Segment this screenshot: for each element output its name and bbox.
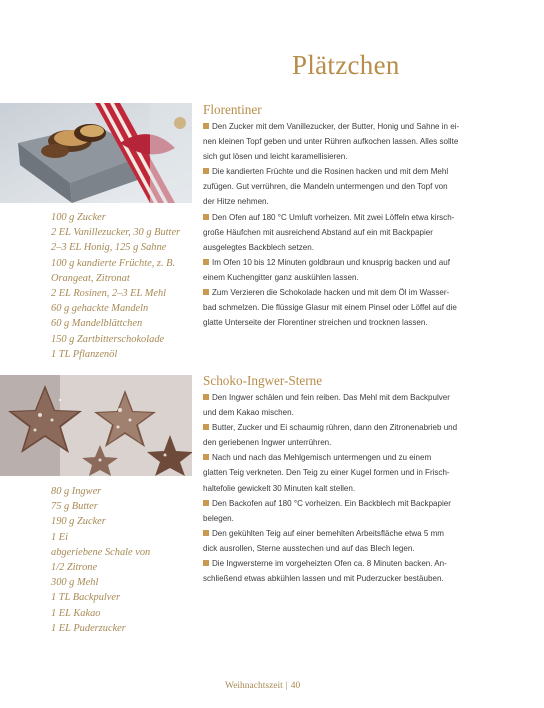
step: [203, 119, 503, 164]
ingredient: 60 g gehackte Mandeln: [51, 303, 149, 315]
step-line: Den Backofen auf 180 °C vorheizen. Ein Backblech mit Backpapier: [212, 498, 451, 508]
ingredient: Orangeat, Zitronat: [51, 272, 130, 284]
ingredient-list-schoko-ingwer-sterne: [51, 484, 150, 636]
step: [203, 526, 503, 556]
step: [203, 255, 503, 285]
ingredient: 1 Ei: [51, 531, 69, 543]
step: [203, 210, 503, 255]
ingredient: 2 EL Vanillezucker, 30 g Butter: [51, 227, 181, 239]
step-line: glatten Teig verkneten. Den Teig zu einer Kugel formen und in Frisch-: [203, 468, 450, 478]
step-line: Den Ofen auf 180 °C Umluft vorheizen. Mit zwei Löffeln etwa kirsch-: [212, 212, 455, 222]
florentiner-photo: [0, 103, 192, 203]
step-line: große Häufchen mit ausreichend Abstand auf ein mit Backpapier: [203, 227, 433, 237]
ingredient: 100 g kandierte Früchte, z. B.: [51, 257, 176, 269]
step-line: bad schmelzen. Die flüssige Glasur mit einem Pinsel oder Löffel auf die: [203, 303, 457, 313]
ingredient: 2–3 EL Honig, 125 g Sahne: [51, 242, 167, 254]
step-line: Die Ingwersterne im vorgeheizten Ofen ca. 8 Minuten backen. An-: [212, 559, 447, 569]
step-bullet: [203, 168, 209, 174]
step-line: glatte Unterseite der Florentiner streichen und trocknen lassen.: [203, 318, 428, 328]
step: [203, 450, 503, 495]
ingredient: 150 g Zartbitterschokolade: [51, 333, 165, 345]
ingredient: 60 g Mandelblättchen: [51, 318, 143, 330]
step-bullet: [203, 394, 209, 400]
ingredient: abgeriebene Schale von: [51, 546, 151, 558]
ingredient: 80 g Ingwer: [51, 486, 102, 497]
step-line: Im Ofen 10 bis 12 Minuten goldbraun und knusprig backen und auf: [212, 257, 450, 267]
ingredient: 1 TL Backpulver: [51, 592, 121, 604]
ingredient: 100 g Zucker: [51, 212, 106, 223]
step: [203, 285, 503, 330]
step-line: Zum Verzieren die Schokolade hacken und mit dem Öl im Wasser-: [212, 288, 450, 298]
ingredient: 1/2 Zitrone: [51, 562, 98, 574]
step: [203, 496, 503, 526]
step-line: dick ausrollen, Sterne ausstechen und auf das Blech legen.: [203, 543, 415, 553]
step-line: der Hitze nehmen.: [203, 197, 269, 207]
step: [203, 420, 503, 450]
page-title: Plätzchen: [292, 50, 400, 80]
step-bullet: [203, 424, 209, 430]
step-line: den geriebenen Ingwer unterrühren.: [203, 438, 332, 448]
schoko-ingwer-sterne-photo: [0, 375, 192, 476]
ingredient: 2 EL Rosinen, 2–3 EL Mehl: [51, 288, 167, 300]
step-bullet: [203, 214, 209, 220]
step-line: Nach und nach das Mehlgemisch untermengen und zu einem: [212, 453, 432, 463]
ingredient: 1 EL Kakao: [51, 607, 101, 619]
step-bullet: [203, 500, 209, 506]
ingredient: 75 g Butter: [51, 501, 98, 513]
footer-section: Weihnachtszeit: [225, 681, 283, 691]
ingredient: 1 EL Puderzucker: [51, 622, 126, 634]
page-footer: [225, 681, 300, 691]
ingredient: 1 TL Pflanzenöl: [51, 348, 118, 360]
step: [203, 164, 503, 209]
step-line: Den gekühlten Teig auf einer bemehlten Arbeitsfläche etwa 5 mm: [212, 528, 445, 538]
step-line: nen kleinen Topf geben und unter Rühren aufkochen lassen. Alles sollte: [203, 137, 459, 147]
step: [203, 390, 503, 420]
step-line: und dem Kakao mischen.: [203, 408, 294, 418]
step-line: ausgelegtes Backblech setzen.: [203, 242, 314, 252]
step-line: schließend etwas abkühlen lassen und mit Puderzucker bestäuben.: [203, 574, 444, 584]
step-line: einem Kuchengitter ganz auskühlen lassen.: [203, 272, 359, 282]
step-line: zufügen. Gut verrühren, die Mandeln untermengen und den Topf von: [203, 182, 448, 192]
recipe-steps-schoko-ingwer-sterne: [203, 390, 503, 586]
step-line: Die kandierten Früchte und die Rosinen hacken und mit dem Mehl: [212, 167, 449, 177]
step-line: Den Ingwer schälen und fein reiben. Das Mehl mit dem Backpulver: [212, 393, 450, 402]
ingredient: 190 g Zucker: [51, 516, 106, 528]
step-bullet: [203, 123, 209, 129]
recipe-steps-florentiner: [203, 119, 503, 330]
recipe-title-schoko-ingwer-sterne: Schoko-Ingwer-Sterne: [203, 373, 323, 388]
step-line: Butter, Zucker und Ei schaumig rühren, dann den Zitronenabrieb und: [212, 423, 458, 433]
page-number: 40: [290, 681, 301, 691]
recipe-title-florentiner: Florentiner: [203, 102, 262, 117]
step-line: Den Zucker mit dem Vanillezucker, der Butter, Honig und Sahne in ei-: [212, 122, 460, 131]
footer-separator: |: [285, 681, 288, 691]
step: [203, 556, 503, 586]
ingredient-list-florentiner: [51, 210, 180, 362]
step-bullet: [203, 454, 209, 460]
step-bullet: [203, 530, 209, 536]
step-line: belegen.: [203, 513, 234, 523]
step-bullet: [203, 560, 209, 566]
step-bullet: [203, 289, 209, 295]
step-line: sich gut lösen und leicht karamellisieren.: [203, 152, 348, 162]
ingredient: 300 g Mehl: [51, 577, 99, 589]
step-bullet: [203, 259, 209, 265]
step-line: haltefolie gewickelt 30 Minuten kalt stellen.: [203, 483, 356, 493]
